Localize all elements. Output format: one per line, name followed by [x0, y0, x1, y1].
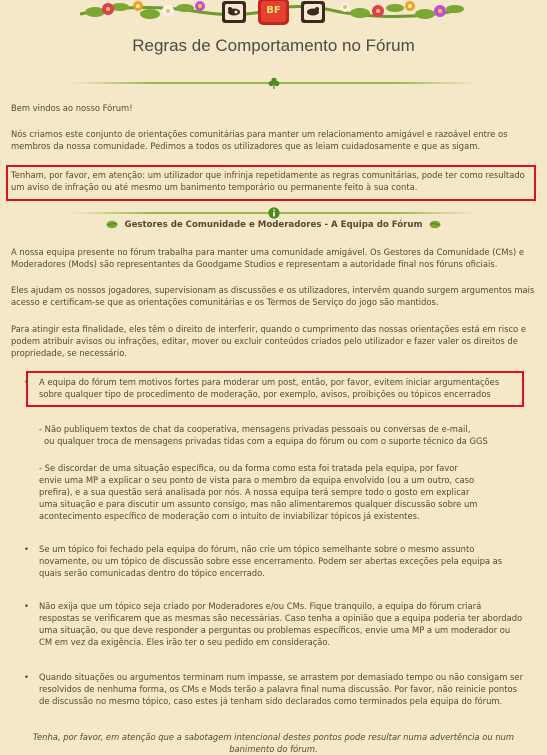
pig-icon [306, 6, 320, 16]
divider-section [70, 207, 477, 219]
rule-private-messages-2: ou qualquer troca de mensagens privadas tidas com a equipa do fórum ou com o suporte técnico da GGS [44, 436, 488, 446]
clover-icon [268, 77, 280, 89]
footer-note: Tenha, por favor, em atenção que a sabotagem intencional destes pontos pode resultar numa advertência ou num banimento do fórum. [32, 732, 515, 754]
intro-paragraph: Nós criamos este conjunto de orientações comunitárias para manter um relacionamento amigável e razoável entre os membros da nossa comunidade. Pedimos a todos os utilizadores que as leiam cuidadosamente e que as sigam. [11, 129, 508, 151]
rule-closed-topic: Se um tópico foi fechado pela equipa do fórum, não crie um tópico semelhante sobre o mesmo assunto novamente, ou um tópico de discussão sobre esse encerramento. Podem ser abertas exceções pela equipa as quais serão comunicadas dentro do tópico encerrado. [39, 544, 503, 578]
bullet-marker: • [24, 377, 29, 387]
team-paragraph-3: Para atingir esta finalidade, eles têm o direito de interferir, quando o cumprimento das nossas orientações está em risco e podem atribuir avisos ou infrações, editar, mover ou excluir conteúdos criados pelo utilizador e fazer valer os direitos de propriedade, se necessário. [11, 324, 526, 358]
bullet-marker: • [24, 672, 29, 682]
section-title: Gestores de Comunidade e Moderadores - A Equipa do Fórum [124, 220, 423, 230]
team-paragraph-1: A nossa equipa presente no fórum trabalha para manter uma comunidade amigável. Os Gestores da Comunidade (CMs) e Moderadores (Mods) são representantes da Goodgame Studios e representam a autoridade final nos fóruns oficiais. [11, 247, 525, 269]
rule-no-demands: Não exija que um tópico seja criado por Moderadores e/ou CMs. Fique tranquilo, a equipa do fórum criará respostas se verificarem que as mesmas são necessárias. Caso tenha a opinião que a equipa poderia ter abordado uma situação, ou que deve responder a perguntas ou problemas específicos, envie uma MP a um moderador ou CM em vez da exigência. Eles irão ter o seu pedido em consideração. [39, 601, 523, 647]
welcome-text: Bem vindos ao nosso Fórum! [11, 103, 133, 113]
leaf-icon [106, 220, 118, 229]
bullet-marker: • [24, 601, 29, 611]
divider-top [70, 77, 477, 89]
info-icon [268, 207, 280, 219]
bullet-marker: • [24, 544, 29, 554]
rule-final-word: Quando situações ou argumentos terminam num impasse, se arrastem por demasiado tempo ou não consigam ser resolvidos de nenhuma forma, os CMs e Mods terão a palavra final numa discussão. Por favor, não reinicie pontos de discussão no mesmo tópico, caso estes já tenham sido declarados como terminados pela equipa do fórum. [39, 672, 524, 706]
leaf-icon [429, 220, 441, 229]
warning-paragraph: Tenham, por favor, em atenção: um utilizador que infrinja repetidamente as regras comunitárias, pode ter como resultado um aviso de infração ou até mesmo um banimento temporário ou permanente feito à sua conta. [11, 170, 525, 192]
rule-disagreement: - Se discordar de uma situação específica, ou da forma como esta foi tratada pela equipa, por favor envie uma MP a explicar o seu ponto de vista para o membro da equipa envolvido (ou a um outro, caso prefira), e a sua questão será analisada por nós. A nossa equipa terá sempre todo o gosto em explicar uma situação e para discutir um assunto consigo, mas não alimentaremos qualquer discussão sobre um acontecimento específico de moderação com o intuito de inviabilizar tópicos já existentes. [39, 463, 478, 521]
team-paragraph-2: Eles ajudam os nossos jogadores, supervisionam as discussões e os utilizadores, intervêm quando surgem argumentos mais acesso e certificam-se que as orientações comunitárias e os Termos de Serviço do jogo são mantidos. [11, 285, 535, 307]
page-title: Regras de Comportamento no Fórum [132, 36, 415, 55]
rule-private-messages-1: - Não publiquem textos de chat da cooperativa, mensagens privadas pessoais ou conversas de e-mail, [39, 424, 471, 434]
rule-moderation: A equipa do fórum tem motivos fortes para moderar um post, então, por favor, evitem iniciar argumentações sobre qualquer tipo de procedimento de moderação, por exemplo, avisos, proibições ou tópicos encerrados [39, 377, 500, 399]
flower-banner [0, 0, 547, 26]
logo-icon [258, 5, 289, 16]
logo-text: BF [266, 5, 281, 16]
section-heading [0, 220, 547, 230]
cow-icon [227, 6, 241, 16]
